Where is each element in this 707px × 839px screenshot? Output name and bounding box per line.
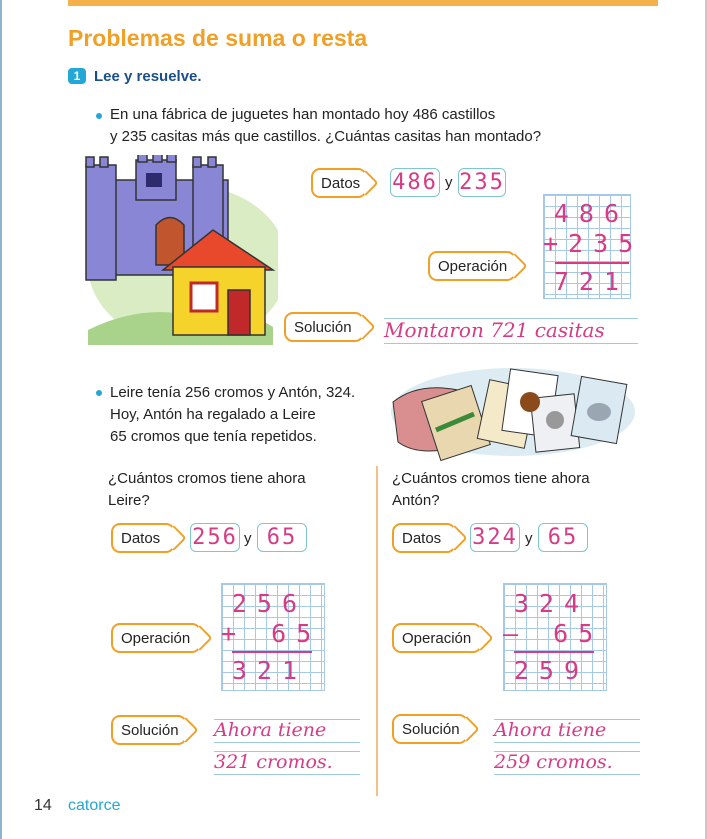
operation-line-2: + 65 (221, 619, 322, 648)
page-number: 14 (34, 797, 52, 814)
operation-line-1: 486 (553, 199, 629, 228)
operation-line-2: +235 (543, 229, 644, 258)
dato-value-box: 65 (538, 523, 588, 552)
left-question-line2: Leire? (108, 492, 150, 509)
right-question-line2: Antón? (392, 492, 440, 509)
y-connector: y (445, 174, 453, 191)
operation-result: 259 (513, 656, 589, 685)
page-title: Problemas de suma o resta (68, 25, 368, 51)
y-connector: y (525, 530, 533, 547)
trading-cards-illustration (388, 362, 638, 462)
right-question-line1: ¿Cuántos cromos tiene ahora (392, 470, 590, 487)
datos-tag (111, 523, 175, 553)
sum-rule (232, 651, 312, 653)
operation-line-2: – 65 (503, 619, 604, 648)
datos-label: Datos (121, 529, 161, 547)
solution-handwriting: Montaron 721 casitas (384, 318, 638, 344)
operation-result: 321 (231, 656, 307, 685)
dato-value-box: 235 (459, 170, 505, 195)
operacion-label: Operación (402, 629, 472, 647)
dato-value-box: 324 (470, 523, 520, 552)
datos-label: Datos (321, 174, 361, 192)
datos-tag (311, 168, 367, 198)
operacion-tag (392, 623, 482, 653)
problem2-text-line2: Hoy, Antón ha regalado a Leire (110, 406, 316, 423)
problem1-text-line1: En una fábrica de juguetes han montado hoy 486 castillos (110, 106, 496, 123)
sum-rule (514, 651, 594, 653)
solution-handwriting-line2: 259 cromos. (494, 751, 640, 775)
operacion-tag (428, 251, 516, 281)
solucion-tag (284, 312, 364, 342)
datos-label: Datos (402, 529, 442, 547)
sum-rule (555, 262, 629, 264)
left-question-line1: ¿Cuántos cromos tiene ahora (108, 470, 306, 487)
datos-tag (392, 523, 456, 553)
problem1-text-line2: y 235 casitas más que castillos. ¿Cuántas casitas han montado? (110, 128, 542, 145)
dato-value-box: 256 (190, 523, 240, 552)
problem2-text-line3: 65 cromos que tenía repetidos. (110, 428, 317, 445)
y-connector: y (244, 530, 252, 547)
operacion-tag (111, 623, 201, 653)
bullet-icon (96, 390, 102, 396)
solution-handwriting-line2: 321 cromos. (214, 751, 360, 775)
operation-result: 721 (553, 267, 629, 296)
operation-line-1: 324 (513, 589, 589, 618)
exercise-instruction: Lee y resuelve. (94, 68, 202, 85)
operacion-label: Operación (438, 257, 508, 275)
solution-handwriting-line1: Ahora tiene (494, 719, 640, 743)
bullet-icon (96, 113, 102, 119)
solucion-tag (392, 714, 468, 744)
solucion-label: Solución (294, 318, 352, 336)
solucion-label: Solución (402, 720, 460, 738)
exercise-number-badge: 1 (68, 68, 86, 84)
column-divider (376, 466, 378, 796)
solucion-tag (111, 715, 187, 745)
solution-handwriting-line1: Ahora tiene (214, 719, 360, 743)
castle-and-house-illustration (78, 155, 278, 345)
dato-value-box: 486 (390, 168, 440, 197)
top-accent-bar (68, 0, 658, 6)
problem2-text-line1: Leire tenía 256 cromos y Antón, 324. (110, 384, 356, 401)
dato-value-box: 65 (257, 523, 307, 552)
solucion-label: Solución (121, 721, 179, 739)
operacion-label: Operación (121, 629, 191, 647)
page-number-word: catorce (68, 797, 121, 814)
operation-line-1: 256 (231, 589, 307, 618)
